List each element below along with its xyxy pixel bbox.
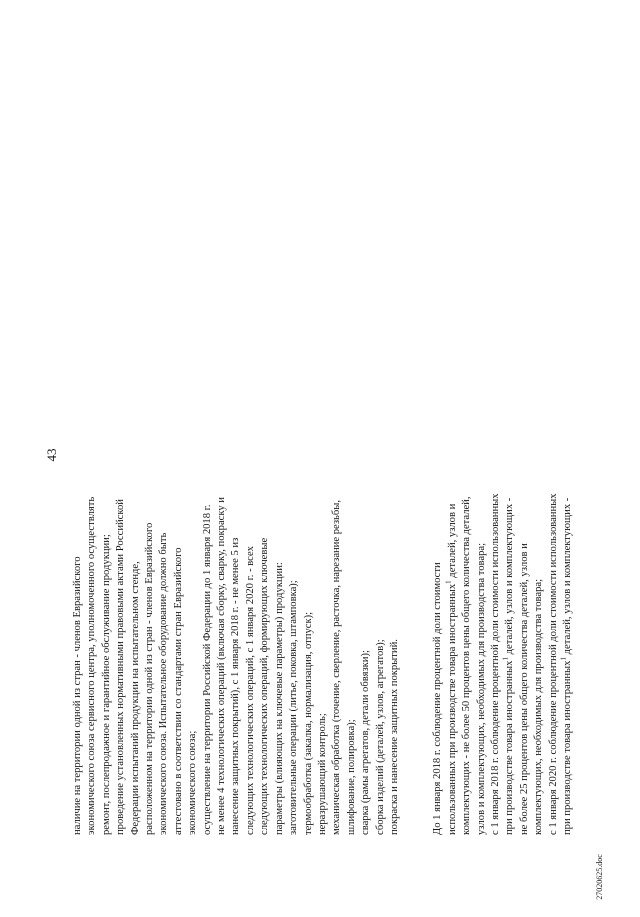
document-body (71, 75, 591, 835)
text-line: следующих технологических операций, с 1 января 2020 г. - всех (244, 546, 256, 835)
text-line: комплектующих - не более 50 процентов цены общего количества деталей, (461, 496, 473, 835)
text-segment: использованных при производстве товара иностранных (446, 583, 458, 835)
text-segment: при производстве товара иностранных (562, 660, 573, 835)
text-line: шлифование, полировка); (345, 719, 357, 835)
text-line: нанесение защитных покрытий), с 1 января 2018 г. - не менее 5 из (230, 537, 242, 835)
text-line: экономического союза сервисного центра, уполномоченного осуществлять (86, 496, 98, 835)
footnote-marker: 1 (559, 657, 568, 661)
text-segment: деталей, узлов и комплектующих - (504, 497, 516, 658)
text-segment: деталей, узлов и комплектующих - (562, 497, 573, 658)
text-line: механическая обработка (точение, сверление, расточка, нарезание резьбы, (331, 499, 343, 835)
text-line: заготовительные операции (литье, поковка, штамповка); (288, 580, 300, 835)
text-line: неразрушающий контроль; (316, 713, 328, 835)
document-code: 27020625.doc (595, 854, 604, 900)
text-line: расположенном на территории одной из стран - членов Евразийского (144, 522, 156, 835)
text-line: осуществление на территории Российской Федерации до 1 января 2018 г. (201, 504, 213, 835)
text-line: ремонт, послепродажное и гарантийное обслуживание продукции; (100, 534, 112, 835)
text-line (561, 75, 575, 835)
text-line: аттестовано в соответствии со стандартами стран Евразийского (172, 547, 184, 835)
text-line: термообработка (закалка, нормализация, отпуск); (302, 611, 314, 835)
text-line: комплектующих, необходимых для производства товара; (533, 578, 545, 835)
text-line: с 1 января 2020 г. соблюдение процентной доли стоимости использованных (547, 493, 559, 835)
text-line: сварка (рамы агрегатов, детали обвязки); (360, 650, 372, 835)
requirements-block (71, 75, 402, 835)
text-line: узлов и комплектующих, необходимых для производства товара; (475, 542, 487, 835)
text-line: проведение установленных нормативными правовыми актами Российской (115, 499, 127, 835)
text-line (503, 75, 517, 835)
text-line: экономического союза. Испытательное оборудование должно быть (158, 532, 170, 835)
footnote-marker: 1 (444, 580, 453, 584)
paragraph-gap (402, 75, 431, 835)
text-line: не менее 4 технологических операций (включая сборку, сварку, покраску и (216, 497, 228, 835)
text-line (446, 75, 460, 835)
text-line: покраска и нанесение защитных покрытий. (388, 639, 400, 835)
cost-share-block (431, 75, 575, 835)
text-line: сборка изделий (деталей, узлов, агрегатов); (374, 639, 386, 835)
text-line: До 1 января 2018 г. соблюдение процентной доли стоимости (432, 562, 444, 835)
footnote-marker: 1 (501, 657, 510, 661)
text-line: параметры (влияющих на ключевые параметры) продукции: (273, 562, 285, 835)
page-number: 43 (44, 448, 59, 462)
text-line: не более 25 процентов цены общего количества деталей, узлов и (518, 543, 530, 835)
text-segment: деталей, узлов и (446, 503, 458, 581)
text-line: Федерации испытаний продукции на испытательном стенде, (129, 561, 141, 835)
text-line: следующих технологических операций, формирующих ключевые (259, 537, 271, 835)
text-segment: при производстве товара иностранных (504, 660, 516, 835)
text-line: наличие на территории одной из стран - членов Евразийского (72, 556, 83, 835)
text-line: экономического союза; (187, 730, 199, 835)
text-line: с 1 января 2018 г. соблюдение процентной доли стоимости использованных (489, 493, 501, 835)
